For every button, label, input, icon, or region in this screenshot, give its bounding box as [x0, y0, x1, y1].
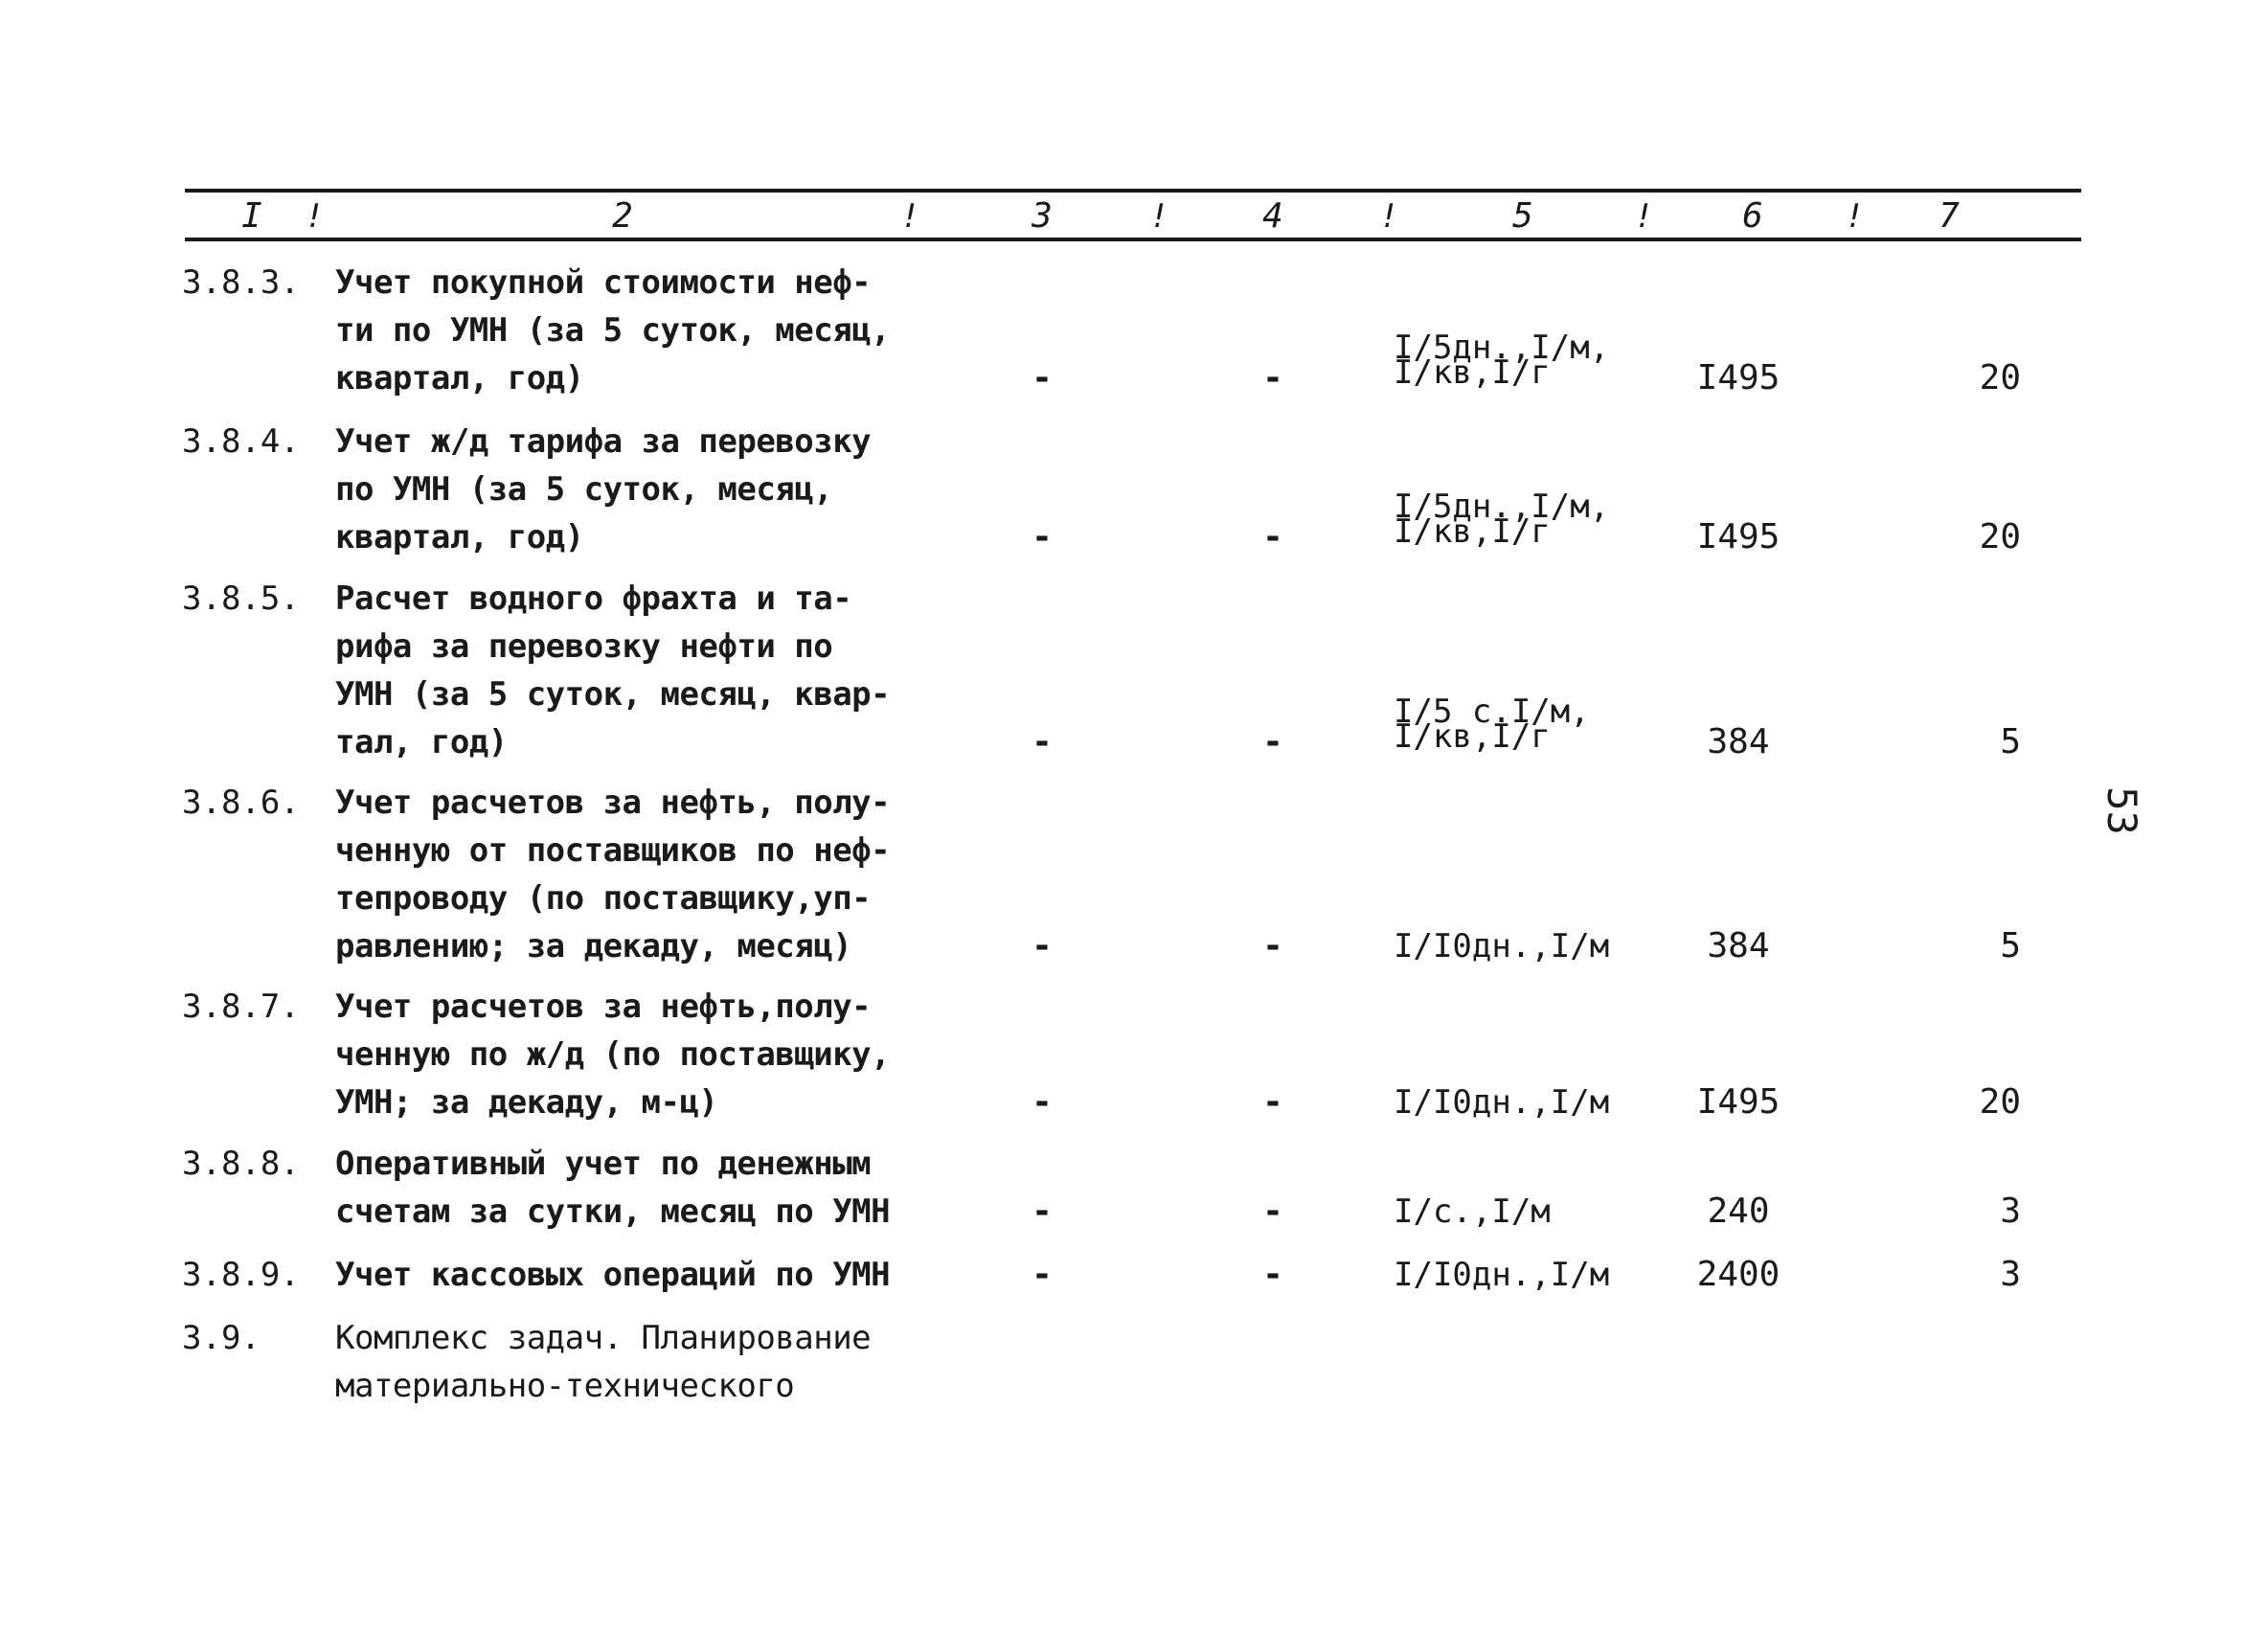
col3-value: - [1032, 517, 1053, 556]
item-number: 3.8.3. [182, 263, 300, 302]
header-separator: ! [1149, 197, 1169, 236]
col4-value: - [1262, 1082, 1283, 1122]
col4-value: - [1262, 358, 1283, 397]
col3-value: - [1032, 1082, 1053, 1122]
col5-periodicity: I/5 с.I/м, I/кв,I/г [1394, 693, 1590, 756]
col6-value: 384 [1707, 926, 1770, 965]
item-description: Учет расчетов за нефть,полу- ченную по ж/д (по поставщику, УМН; за декаду, м-ц) [335, 988, 891, 1122]
col7-value: 3 [2000, 1255, 2021, 1294]
col5-periodicity: I/5дн.,I/м, I/кв,I/г [1394, 329, 1610, 392]
col3-value: - [1032, 926, 1053, 965]
header-separator: ! [1379, 197, 1399, 236]
header-separator: ! [305, 197, 325, 236]
header-separator: ! [900, 197, 920, 236]
col7-value: 20 [1979, 358, 2021, 397]
col3-value: - [1032, 1255, 1053, 1294]
col4-value: - [1262, 517, 1283, 556]
col4-value: - [1262, 926, 1283, 965]
col7-value: 20 [1979, 1082, 2021, 1122]
col7-value: 20 [1979, 517, 2021, 556]
col5-periodicity: I/I0дн.,I/м [1394, 1083, 1610, 1122]
item-description: Учет ж/д тарифа за перевозку по УМН (за 5 суток, месяц, квартал, год) [335, 422, 872, 556]
col5-periodicity: I/5дн.,I/м, I/кв,I/г [1394, 488, 1610, 551]
col6-value: 240 [1707, 1192, 1770, 1231]
table-header-rule [185, 238, 2081, 241]
item-description: Учет кассовых операций по УМН [335, 1256, 891, 1294]
col6-value: 384 [1707, 722, 1770, 761]
item-description: Учет покупной стоимости неф- ти по УМН (за 5 суток, месяц, квартал, год) [335, 263, 891, 397]
col3-value: - [1032, 722, 1053, 761]
col4-value: - [1262, 722, 1283, 761]
header-col-5: 5 [1512, 196, 1533, 236]
col3-value: - [1032, 358, 1053, 397]
header-col-3: 3 [1032, 196, 1053, 236]
col5-periodicity: I/I0дн.,I/м [1394, 1256, 1610, 1294]
col5-periodicity: I/I0дн.,I/м [1394, 927, 1610, 965]
header-col-4: 4 [1262, 196, 1283, 236]
item-description: Учет расчетов за нефть, полу- ченную от поставщиков по неф- тепроводу (по поставщику,уп- равлению; за декаду, месяц) [335, 783, 891, 965]
col7-value: 5 [2000, 926, 2021, 965]
header-separator: ! [1845, 197, 1865, 236]
item-description: Расчет водного фрахта и та- рифа за перевозку нефти по УМН (за 5 суток, месяц, квар- тал, год) [335, 579, 891, 761]
col5-periodicity: I/с.,I/м [1394, 1192, 1551, 1231]
item-number: 3.8.6. [182, 783, 300, 822]
header-col-6: 6 [1742, 196, 1763, 236]
header-col-1: I [241, 196, 262, 236]
page-number: 53 [2098, 786, 2145, 835]
col3-value: - [1032, 1192, 1053, 1231]
table-top-rule [185, 189, 2081, 193]
col7-value: 5 [2000, 722, 2021, 761]
col4-value: - [1262, 1192, 1283, 1231]
col6-value: I495 [1696, 358, 1780, 397]
col7-value: 3 [2000, 1192, 2021, 1231]
item-description: Оперативный учет по денежным счетам за сутки, месяц по УМН [335, 1145, 891, 1231]
col6-value: I495 [1696, 1082, 1780, 1122]
col6-value: 2400 [1696, 1255, 1780, 1294]
header-col-7: 7 [1939, 196, 1960, 236]
item-number: 3.8.8. [182, 1145, 300, 1183]
item-number: 3.8.4. [182, 422, 300, 461]
col6-value: I495 [1696, 517, 1780, 556]
col4-value: - [1262, 1255, 1283, 1294]
item-number: 3.8.9. [182, 1256, 300, 1294]
item-number: 3.8.5. [182, 579, 300, 618]
item-description: Комплекс задач. Планирование материально-технического [335, 1319, 872, 1405]
item-number: 3.8.7. [182, 988, 300, 1026]
header-separator: ! [1634, 197, 1654, 236]
header-col-2: 2 [612, 196, 633, 236]
item-number: 3.9. [182, 1319, 261, 1357]
